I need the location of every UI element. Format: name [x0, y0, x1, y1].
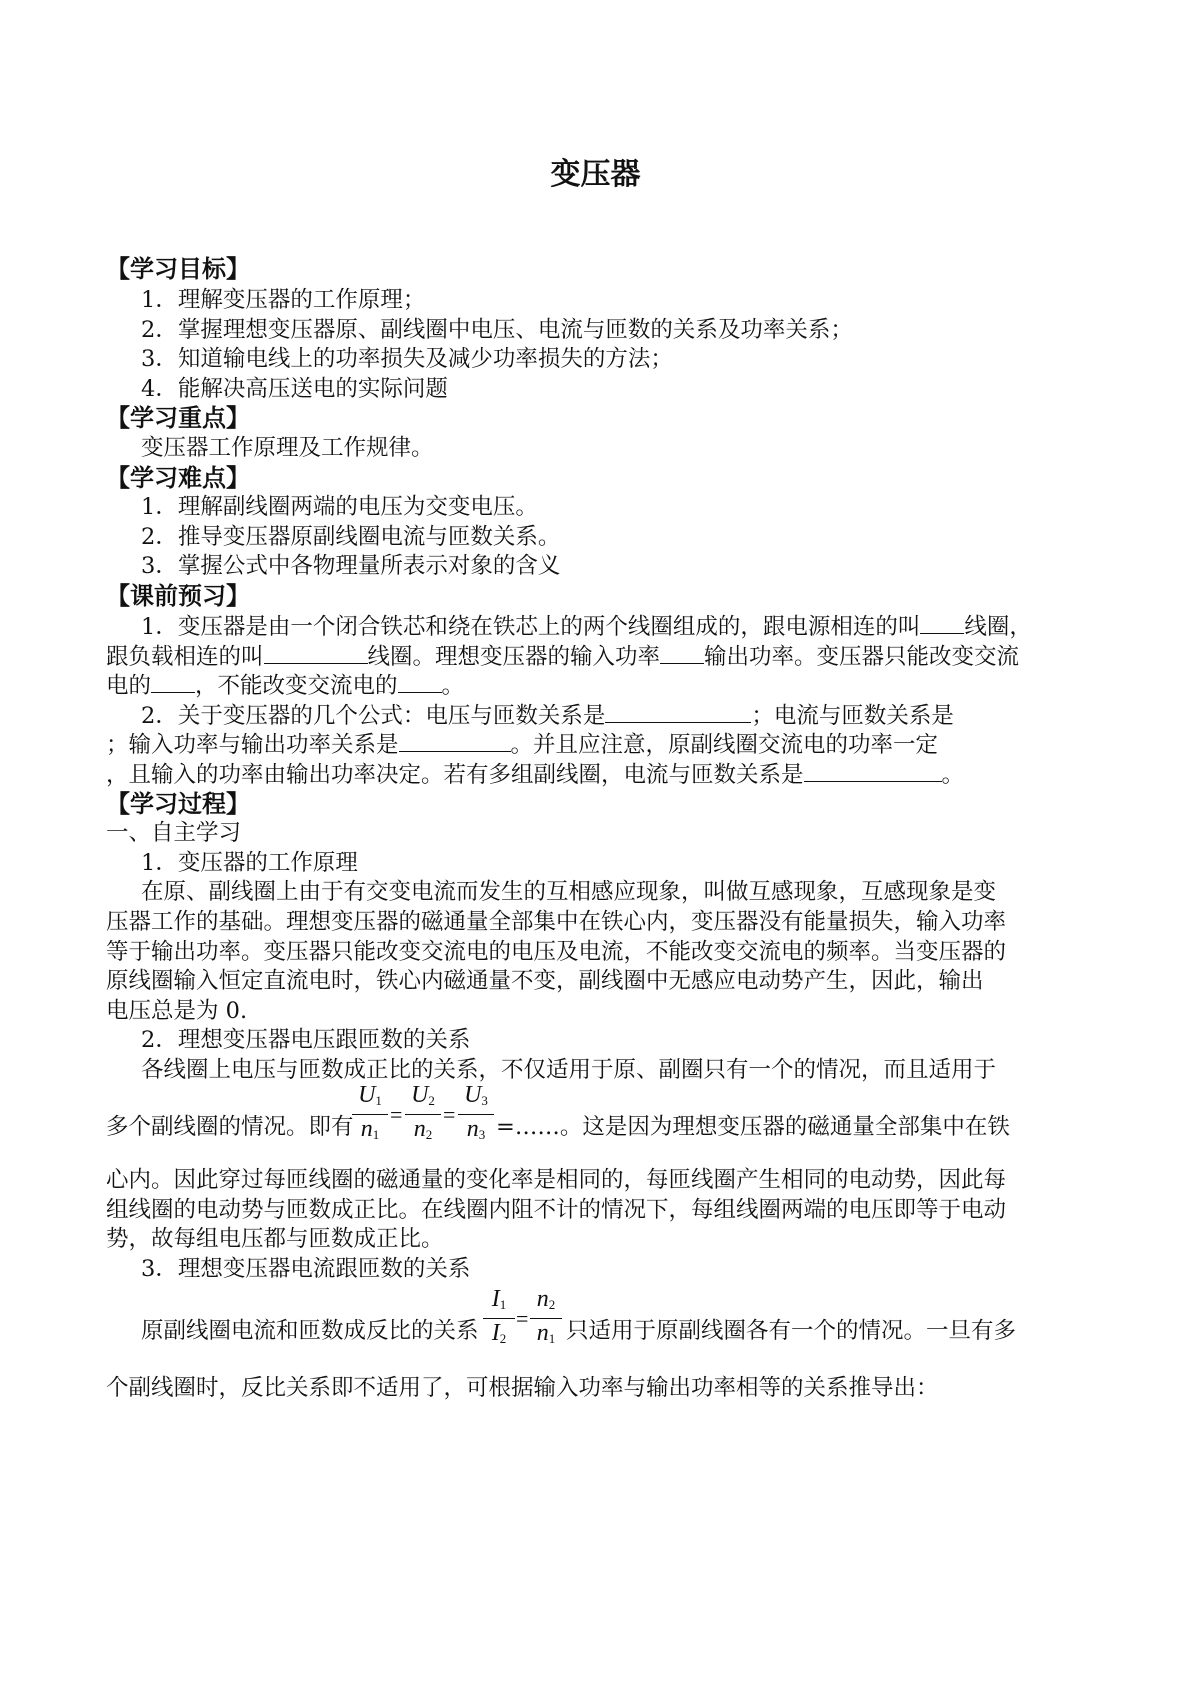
preview-q1-text: 。 — [441, 673, 465, 699]
equals-sign: = — [516, 1306, 529, 1331]
objectives-heading: 【学习目标】 — [106, 255, 250, 283]
section-1-title: 1．变压器的工作原理 — [141, 850, 358, 876]
preview-q1-text: 线圈。理想变压器的输入功率 — [367, 644, 661, 670]
process-heading: 【学习过程】 — [106, 790, 250, 818]
answer-blank[interactable] — [398, 670, 442, 693]
page-title: 变压器 — [550, 157, 641, 192]
equals-sign: = — [390, 1102, 403, 1127]
section-1-line: 等于输出功率。变压器只能改变交流电的电压及电流，不能改变交流电的频率。当变压器的 — [106, 939, 1007, 965]
difficulty-item-1: 1．理解副线圈两端的电压为交变电压。 — [141, 494, 538, 520]
preview-q2-line1 — [141, 700, 954, 731]
section-2-title: 2．理想变压器电压跟匝数的关系 — [141, 1027, 471, 1053]
keypoints-heading: 【学习重点】 — [106, 404, 250, 432]
section-3-line: 只适用于原副线圈各有一个的情况。一旦有多 — [566, 1318, 1017, 1344]
preview-q2-line2 — [106, 729, 938, 760]
objective-item-2: 2．掌握理想变压器原、副线圈中电压、电流与匝数的关系及功率关系； — [141, 317, 853, 343]
current-fraction-2: $n_2$ $n_1$ — [528, 1287, 564, 1347]
answer-blank[interactable] — [399, 729, 511, 752]
section-1-line: 原线圈输入恒定直流电时，铁心内磁通量不变，副线圈中无感应电动势产生，因此，输出 — [106, 968, 984, 994]
preview-q2-text: ，且输入的功率由输出功率决定。若有多组副线圈，电流与匝数关系是 — [106, 762, 804, 788]
preview-q1-line3 — [106, 670, 464, 701]
preview-q1-text: 线圈， — [964, 614, 1032, 640]
section-2-line: 各线圈上电压与匝数成正比的关系，不仅适用于原、副圈只有一个的情况，而且适用于 — [141, 1057, 997, 1083]
answer-blank[interactable] — [804, 759, 942, 782]
preview-q1-text: ，不能改变交流电的 — [195, 673, 398, 699]
difficulties-heading: 【学习难点】 — [106, 464, 250, 492]
preview-q2-text: ；电流与匝数关系是 — [751, 703, 954, 729]
objective-item-3: 3．知道输电线上的功率损失及减少功率损失的方法； — [141, 346, 673, 372]
section-1-line: 在原、副线圈上由于有交变电流而发生的互相感应现象，叫做互感现象，互感现象是变 — [141, 879, 997, 905]
voltage-fraction-3: $U_3$ $n_3$ — [456, 1083, 496, 1143]
preview-q2-line3 — [106, 759, 964, 790]
answer-blank[interactable] — [605, 700, 751, 723]
answer-blank[interactable] — [920, 611, 964, 634]
section-2-line: 组线圈的电动势与匝数成正比。在线圈内阻不计的情况下，每组线圈两端的电压即等于电动 — [106, 1197, 1007, 1223]
process-part-1: 一、自主学习 — [106, 820, 242, 846]
preview-q1-line2 — [106, 641, 1019, 672]
section-3-title: 3．理想变压器电流跟匝数的关系 — [141, 1256, 471, 1282]
objective-item-1: 1．理解变压器的工作原理； — [141, 287, 426, 313]
preview-q2-text: 。 — [941, 762, 965, 788]
section-1-line: 电压总是为 0. — [106, 998, 248, 1024]
section-3-line: 原副线圈电流和匝数成反比的关系 — [141, 1318, 479, 1344]
current-fraction-1: $I_1$ $I_2$ — [481, 1287, 517, 1347]
section-2-line: =……。这是因为理想变压器的磁通量全部集中在铁 — [496, 1114, 1010, 1140]
voltage-fraction-2: $U_2$ $n_2$ — [403, 1083, 443, 1143]
answer-blank[interactable] — [151, 670, 195, 693]
section-2-line: 心内。因此穿过每匝线圈的磁通量的变化率是相同的，每匝线圈产生相同的电动势，因此每 — [106, 1167, 1007, 1193]
objective-item-4: 4．能解决高压送电的实际问题 — [141, 376, 448, 402]
difficulty-item-3: 3．掌握公式中各物理量所表示对象的含义 — [141, 553, 561, 579]
preview-q1-line1 — [141, 611, 1032, 642]
difficulty-item-2: 2．推导变压器原副线圈电流与匝数关系。 — [141, 524, 561, 550]
section-2-line: 势，故每组电压都与匝数成正比。 — [106, 1226, 444, 1252]
preview-q2-text: 。并且应注意，原副线圈交流电的功率一定 — [510, 732, 939, 758]
section-1-line: 压器工作的基础。理想变压器的磁通量全部集中在铁心内，变压器没有能量损失，输入功率 — [106, 909, 1007, 935]
preview-q2-text: ；输入功率与输出功率关系是 — [106, 732, 399, 758]
preview-q1-text: 跟负载相连的叫 — [106, 644, 264, 670]
preview-q1-text: 电的 — [106, 673, 152, 699]
keypoints-text: 变压器工作原理及工作规律。 — [141, 435, 434, 461]
section-3-line: 个副线圈时，反比关系即不适用了，可根据输入功率与输出功率相等的关系推导出： — [106, 1375, 939, 1401]
answer-blank[interactable] — [264, 641, 368, 664]
equals-sign: = — [443, 1102, 456, 1127]
preview-heading: 【课前预习】 — [106, 582, 250, 610]
section-2-line: 多个副线圈的情况。即有 — [106, 1114, 354, 1140]
voltage-fraction-1: $U_1$ $n_1$ — [350, 1083, 390, 1143]
preview-q1-text: 输出功率。变压器只能改变交流 — [704, 644, 1020, 670]
preview-q2-text: 2．关于变压器的几个公式：电压与匝数关系是 — [141, 703, 606, 729]
preview-q1-text: 1．变压器是由一个闭合铁芯和绕在铁芯上的两个线圈组成的，跟电源相连的叫 — [141, 614, 921, 640]
answer-blank[interactable] — [660, 641, 704, 664]
